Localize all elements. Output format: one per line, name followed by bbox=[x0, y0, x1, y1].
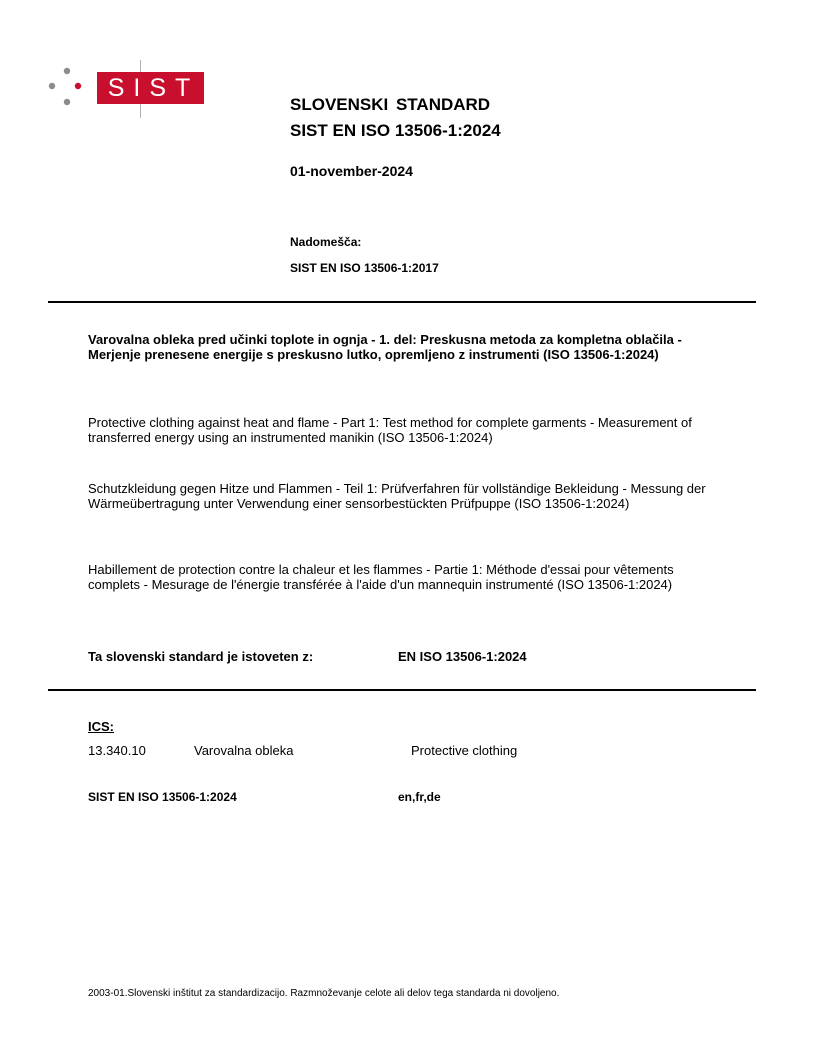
identical-value: EN ISO 13506-1:2024 bbox=[398, 649, 527, 664]
title-french: Habillement de protection contre la chaleur et les flammes - Partie 1: Méthode d'essai pour vêtements complets - Mesurage de l'énergie transférée à l'aide d'un mannequin instrumenté (ISO 13506-1:2024) bbox=[88, 562, 674, 592]
ics-name-slovenian: Varovalna obleka bbox=[194, 743, 294, 758]
sist-logo: SIST bbox=[97, 72, 204, 104]
document-languages: en,fr,de bbox=[398, 790, 441, 804]
copyright-footer: 2003-01.Slovenski inštitut za standardizacijo. Razmnoževanje celote ali delov tega standarda ni dovoljeno. bbox=[88, 988, 560, 999]
top-divider bbox=[48, 301, 756, 303]
standard-heading: SLOVENSKI STANDARD bbox=[290, 95, 491, 114]
title-german: Schutzkleidung gegen Hitze und Flammen - Teil 1: Prüfverfahren für vollständige Bekleidung - Messung der Wärmeübertragung unter Verwendung einer sensorbestückten Prüfpuppe (ISO 13506-1:2024) bbox=[88, 481, 706, 511]
title-slovenian: Varovalna obleka pred učinki toplote in ognja - 1. del: Preskusna metoda za kompletna oblačila - Merjenje prenesene energije s preskusno lutko, opremljeno z instrumenti (ISO 13506-1:2024) bbox=[88, 332, 682, 362]
ics-label: ICS: bbox=[88, 719, 114, 734]
publication-date: 01-november-2024 bbox=[290, 163, 413, 179]
logo-dots-icon bbox=[46, 67, 82, 109]
ics-code: 13.340.10 bbox=[88, 743, 146, 758]
title-english: Protective clothing against heat and flame - Part 1: Test method for complete garments - Measurement of transferred energy using an instrumented manikin (ISO 13506-1:2024) bbox=[88, 415, 692, 445]
standard-number: SIST EN ISO 13506-1:2024 bbox=[290, 121, 501, 140]
replaces-label: Nadomešča: bbox=[290, 235, 362, 249]
bottom-divider bbox=[48, 689, 756, 691]
identical-label: Ta slovenski standard je istoveten z: bbox=[88, 649, 314, 664]
document-id: SIST EN ISO 13506-1:2024 bbox=[88, 790, 237, 804]
replaces-value: SIST EN ISO 13506-1:2017 bbox=[290, 261, 439, 275]
ics-name-english: Protective clothing bbox=[411, 743, 518, 758]
